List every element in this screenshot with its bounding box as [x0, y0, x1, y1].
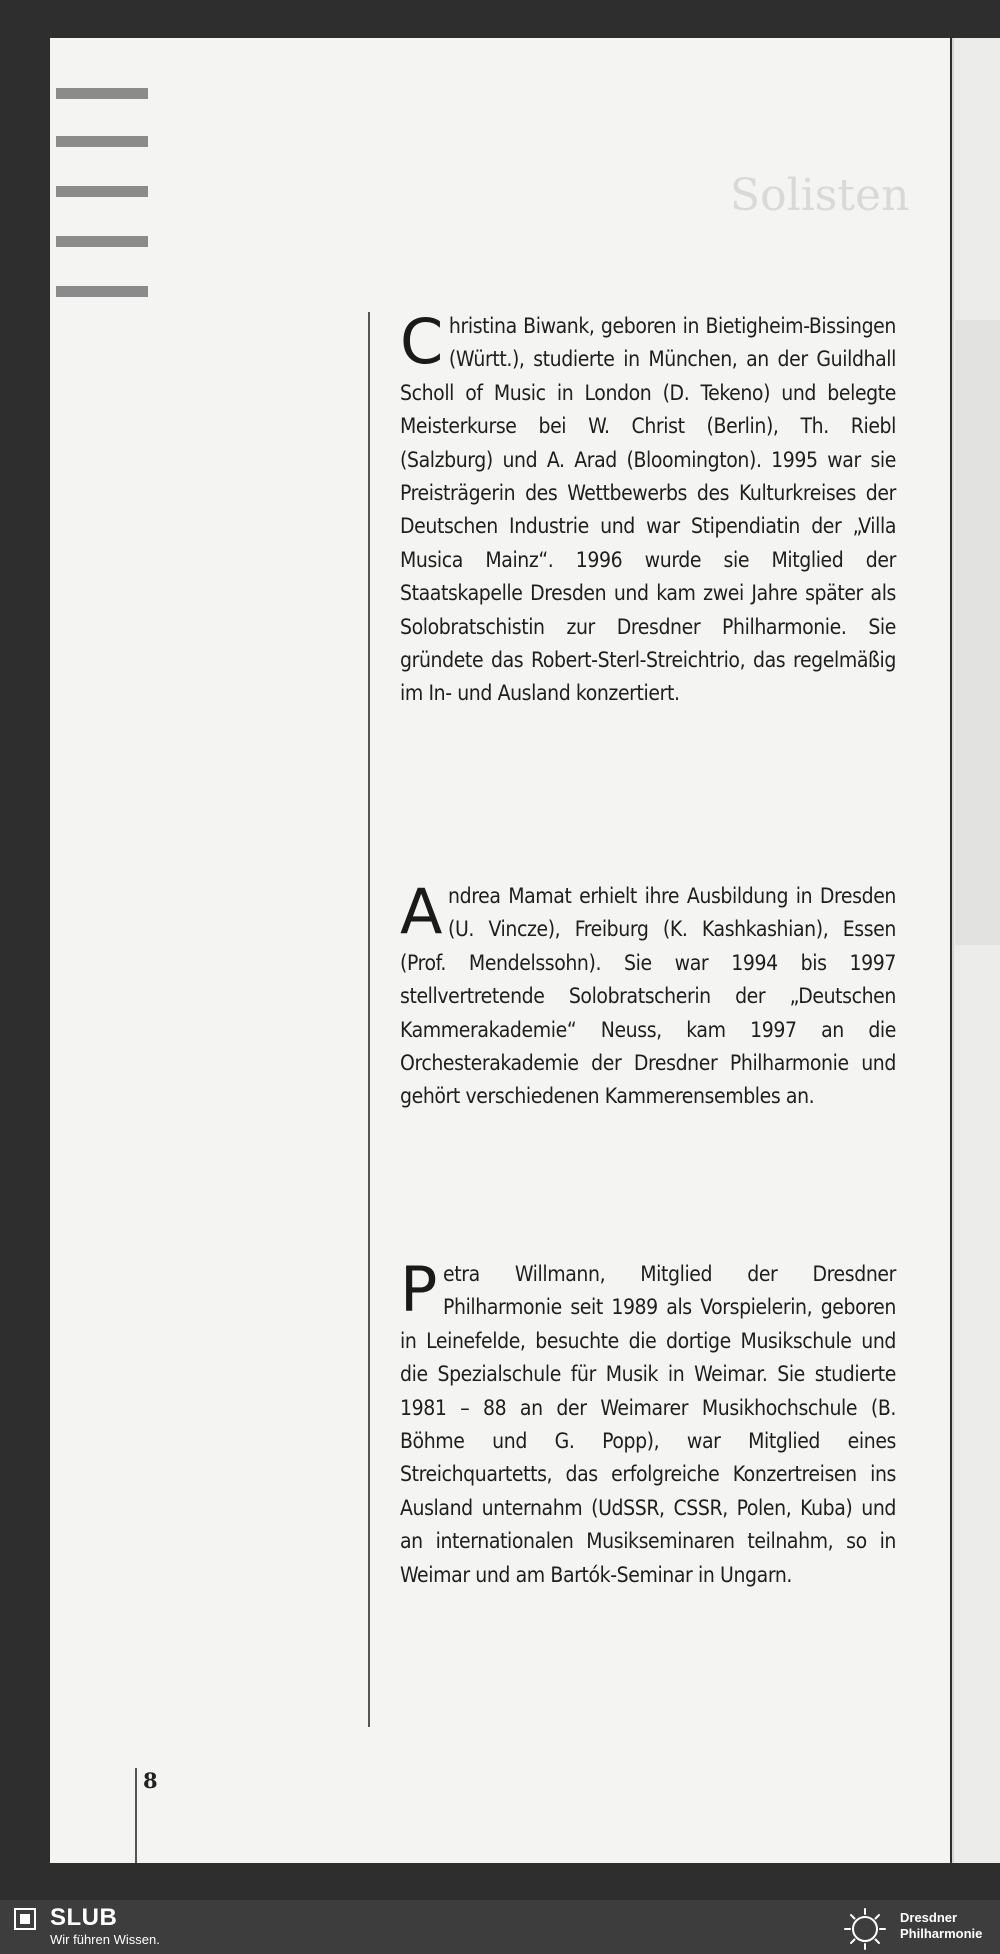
edge-tab-mark: [56, 186, 148, 197]
bio-andrea-mamat: [400, 875, 896, 1114]
bio-text: hristina Biwank, geboren in Bietigheim-Bissingen (Württ.), studierte in München, an der Guildhall Scholl of Music in London (D. Tekeno) und belegte Meisterkurse bei W. Christ (Berlin), Th. Riebl (Salzburg) und A. Arad (Bloomington). 1995 war sie Preisträgerin des Wettbewerbs des Kulturkreises der Deutschen Industrie und war Stipendiatin der „Villa Musica Mainz“. 1996 wurde sie Mitglied der Staatskapelle Dresden und kam zwei Jahre später als Solobratschistin zur Dresdner Philharmonie. Sie gründete das Robert-Sterl-Streichtrio, das regelmäßig im In- und Ausland konzertiert.: [400, 314, 896, 706]
show-through-heading: Solisten: [730, 170, 910, 221]
dropcap: A: [400, 875, 443, 948]
footer-rule: [135, 1768, 137, 1863]
viewer-footer-bar: [0, 1900, 1000, 1954]
page-number: 8: [143, 1768, 158, 1793]
column-rule: [368, 312, 370, 1727]
dropcap: C: [400, 305, 443, 378]
next-page-bleed: [955, 320, 1000, 945]
next-page-edge: [952, 38, 1000, 1863]
dropcap: P: [400, 1253, 437, 1326]
orchestra-name-line1: Dresdner: [900, 1910, 958, 1925]
slub-logo-icon[interactable]: [14, 1908, 36, 1930]
bio-petra-willmann: [400, 1253, 896, 1592]
orchestra-name: [900, 1910, 982, 1942]
edge-tab-mark: [56, 136, 148, 147]
edge-tab-mark: [56, 88, 148, 99]
bio-text: ndrea Mamat erhielt ihre Ausbildung in Dresden (U. Vincze), Freiburg (K. Kashkashian), Essen (Prof. Mendelssohn). Sie war 1994 bis 1997 stellvertretende Solobratscherin der „Deutschen Kammerakademie“ Neuss, kam 1997 an die Orchesterakademie der Dresdner Philharmonie und gehört verschiedenen Kammerensembles an.: [400, 884, 896, 1109]
bio-text: etra Willmann, Mitglied der Dresdner Philharmonie seit 1989 als Vorspielerin, geboren in Leinefelde, besuchte die dortige Musikschule und die Spezialschule für Musik in Weimar. Sie studierte 1981 – 88 an der Weimarer Musikhochschule (B. Böhme und G. Popp), war Mitglied eines Streichquartetts, das erfolgreiche Konzertreisen ins Ausland unternahm (UdSSR, CSSR, Polen, Kuba) und an internationalen Musikseminaren teilnahm, so in Weimar und am Bartók-Seminar in Ungarn.: [400, 1262, 896, 1587]
bio-christina-biwank: [400, 305, 896, 711]
orchestra-name-line2: Philharmonie: [900, 1926, 983, 1941]
library-tagline: Wir führen Wissen.: [50, 1932, 160, 1947]
library-name[interactable]: SLUB: [50, 1904, 118, 1931]
sunburst-logo-icon[interactable]: [842, 1906, 888, 1952]
edge-tab-mark: [56, 286, 148, 297]
edge-tab-mark: [56, 236, 148, 247]
